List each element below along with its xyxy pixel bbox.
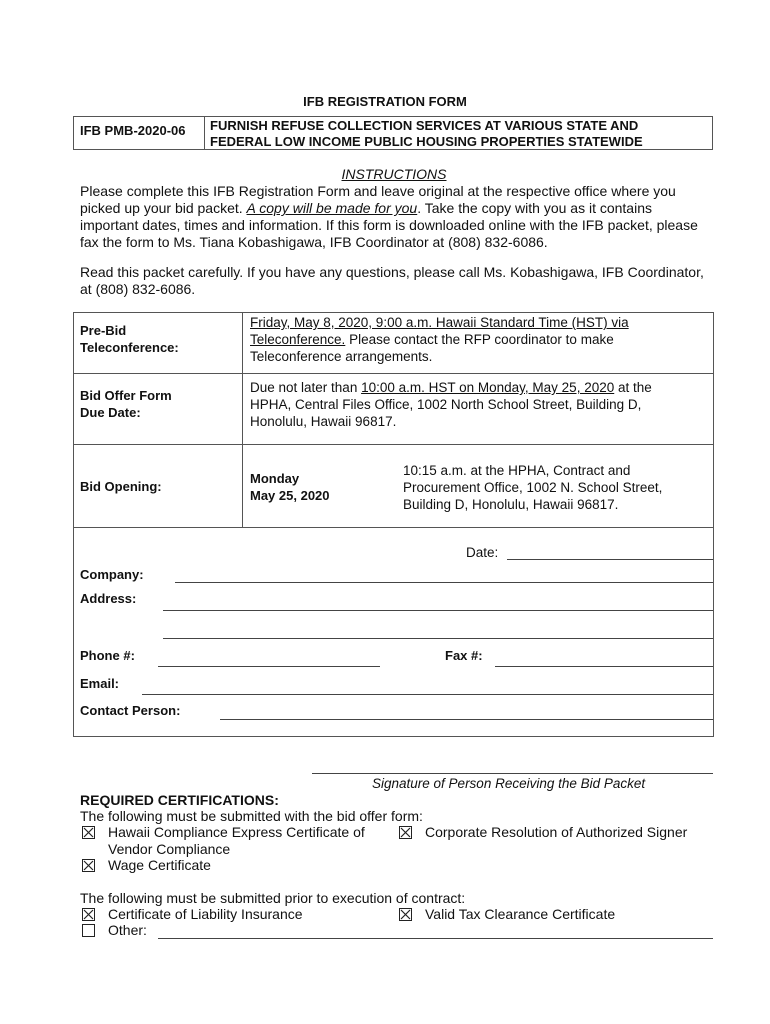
address-field-line-2[interactable] [163, 638, 713, 639]
cert-wage: Wage Certificate [108, 857, 211, 873]
cert-hce: Hawaii Compliance Express Certificate of Vendor Compliance [108, 824, 365, 857]
address-field-line-1[interactable] [163, 610, 713, 611]
contact-person-field[interactable] [220, 719, 713, 720]
checkbox-tax-icon[interactable] [399, 908, 412, 921]
bid-opening-details: 10:15 a.m. at the HPHA, Contract and Procurement Office, 1002 N. School Street, Building D, Honolulu, Hawaii 96817. [403, 463, 663, 512]
form-title: IFB REGISTRATION FORM [303, 94, 467, 109]
phone-label: Phone #: [80, 648, 135, 663]
instructions-heading: INSTRUCTIONS [341, 166, 447, 182]
email-field[interactable] [142, 694, 713, 695]
cert-tax: Valid Tax Clearance Certificate [425, 906, 616, 922]
instructions-paragraph-1: Please complete this IFB Registration Form and leave original at the respective office where you picked up your bid packet. A copy will be made for you. Take the copy with you as it contains important dates, times and information. If this form is downloaded online with the IFB packet, please fax the form to Ms. Tiana Kobashigawa, IFB Coordinator at (808) 832-6086. [80, 183, 698, 250]
checkbox-liability-icon[interactable] [82, 908, 95, 921]
checkbox-hce-icon[interactable] [82, 826, 95, 839]
signature-caption: Signature of Person Receiving the Bid Packet [372, 776, 646, 791]
ifb-number: IFB PMB-2020-06 [80, 123, 186, 138]
prebid-details: Friday, May 8, 2020, 9:00 a.m. Hawaii Standard Time (HST) via Teleconference. Please contact the RFP coordinator to make Teleconference arrangements. [250, 315, 629, 364]
certifications-intro-1: The following must be submitted with the bid offer form: [80, 808, 423, 824]
company-label: Company: [80, 567, 144, 582]
company-field[interactable] [175, 582, 713, 583]
certifications-heading: REQUIRED CERTIFICATIONS: [80, 792, 279, 808]
fax-field[interactable] [495, 666, 713, 667]
phone-field[interactable] [158, 666, 380, 667]
date-label: Date: [466, 545, 499, 560]
signature-line[interactable] [312, 773, 713, 774]
other-field[interactable] [158, 938, 713, 939]
email-label: Email: [80, 676, 120, 691]
cert-other-label: Other: [108, 922, 147, 938]
date-field[interactable] [507, 559, 713, 560]
contact-person-label: Contact Person: [80, 703, 181, 718]
instructions-paragraph-2: Read this packet carefully. If you have any questions, please call Ms. Kobashigawa, IFB Coordinator, at (808) 832-6086. [80, 264, 704, 297]
due-date-label: Bid Offer Form Due Date: [80, 388, 172, 420]
prebid-label: Pre-Bid Teleconference: [80, 323, 179, 355]
ifb-description: FURNISH REFUSE COLLECTION SERVICES AT VARIOUS STATE AND FEDERAL LOW INCOME PUBLIC HOUSING PROPERTIES STATEWIDE [210, 118, 643, 149]
bid-opening-date: Monday May 25, 2020 [250, 471, 330, 503]
address-label: Address: [80, 591, 137, 606]
cert-corp: Corporate Resolution of Authorized Signer [425, 824, 688, 840]
checkbox-corp-icon[interactable] [399, 826, 412, 839]
certifications-intro-2: The following must be submitted prior to execution of contract: [80, 890, 466, 906]
cert-liability: Certificate of Liability Insurance [108, 906, 303, 922]
due-date-details: Due not later than 10:00 a.m. HST on Monday, May 25, 2020 at the HPHA, Central Files Office, 1002 North School Street, Building D, Honolulu, Hawaii 96817. [250, 380, 652, 429]
checkbox-other-icon[interactable] [82, 924, 95, 937]
bid-opening-label: Bid Opening: [80, 479, 162, 494]
schedule-table [73, 312, 714, 737]
fax-label: Fax #: [445, 648, 483, 663]
checkbox-wage-icon[interactable] [82, 859, 95, 872]
